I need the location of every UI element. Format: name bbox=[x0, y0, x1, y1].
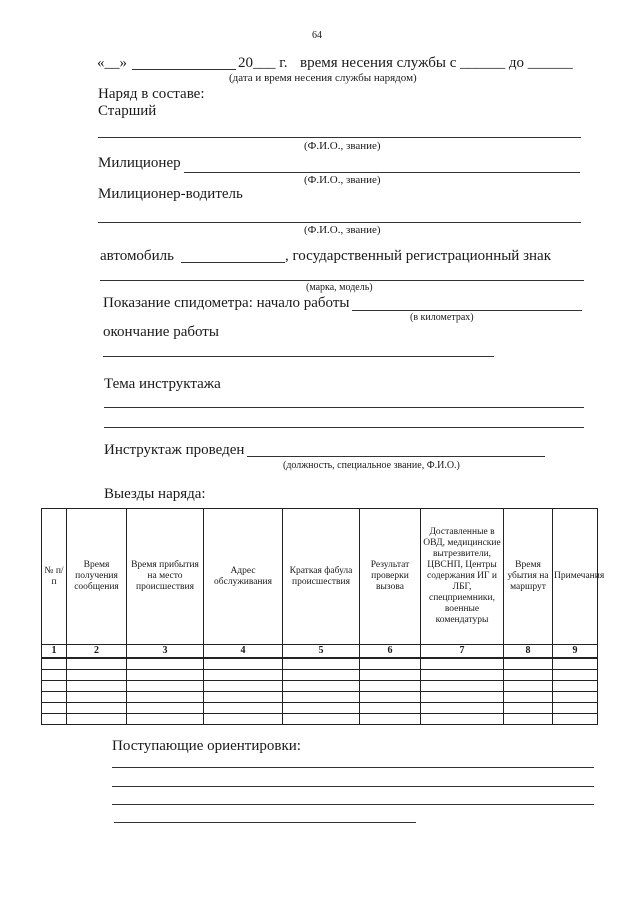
briefing-topic-label: Тема инструктажа bbox=[104, 376, 221, 392]
reg-sign-line bbox=[100, 280, 584, 281]
table-row bbox=[42, 680, 598, 691]
col-number: 1 bbox=[42, 645, 67, 658]
visits-header-row bbox=[42, 509, 598, 645]
date-month-line bbox=[132, 69, 236, 70]
col-header-number: № п/п bbox=[42, 509, 67, 645]
visits-number-row bbox=[42, 645, 598, 658]
table-row bbox=[42, 658, 598, 670]
table-row bbox=[42, 702, 598, 713]
briefing-held-line bbox=[247, 456, 545, 457]
col-header-arrival-time: Время прибытия на место происшествия bbox=[127, 509, 204, 645]
odometer-end-line bbox=[103, 356, 494, 357]
col-number: 3 bbox=[127, 645, 204, 658]
orientations-line-2 bbox=[112, 786, 594, 787]
vehicle-label: автомобиль bbox=[100, 248, 174, 264]
table-row bbox=[42, 713, 598, 724]
senior-caption: (Ф.И.О., звание) bbox=[304, 140, 381, 152]
col-header-received-time: Время получения сообщения bbox=[67, 509, 127, 645]
officer-label: Милиционер bbox=[98, 155, 181, 171]
table-row bbox=[42, 669, 598, 680]
briefing-topic-line-2 bbox=[104, 427, 584, 428]
col-number: 9 bbox=[553, 645, 598, 658]
col-number: 8 bbox=[504, 645, 553, 658]
visits-title: Выезды наряда: bbox=[104, 486, 206, 502]
briefing-held-label: Инструктаж проведен bbox=[104, 442, 245, 458]
table-row bbox=[42, 691, 598, 702]
visits-table bbox=[41, 508, 605, 725]
date-day: «__» bbox=[97, 55, 127, 71]
orientations-line-1 bbox=[112, 767, 594, 768]
crew-title: Наряд в составе: bbox=[98, 86, 205, 102]
col-header-summary: Краткая фабула происшествия bbox=[283, 509, 360, 645]
odometer-caption: (в километрах) bbox=[410, 312, 474, 323]
reg-sign-label: , государственный регистрационный знак bbox=[285, 248, 551, 264]
odometer-end-label: окончание работы bbox=[103, 324, 219, 340]
senior-label: Старший bbox=[98, 103, 157, 119]
senior-line bbox=[98, 137, 581, 138]
officer-caption: (Ф.И.О., звание) bbox=[304, 174, 381, 186]
col-number: 7 bbox=[421, 645, 504, 658]
odometer-start-line bbox=[352, 310, 582, 311]
officer-line bbox=[184, 172, 580, 173]
orientations-line-4 bbox=[114, 822, 416, 823]
vehicle-model-line bbox=[181, 262, 285, 263]
date-year: 20___ г. bbox=[238, 55, 288, 71]
orientations-title: Поступающие ориентировки: bbox=[112, 738, 301, 754]
col-header-delivered: Доставленные в ОВД, медицинские вытрезвители, ЦВСНП, Центры содержания ИГ и ЛБГ, спецприемники, военные комендатуры bbox=[421, 509, 504, 645]
date-caption: (дата и время несения службы нарядом) bbox=[229, 72, 417, 84]
col-number: 4 bbox=[204, 645, 283, 658]
vehicle-caption: (марка, модель) bbox=[306, 282, 373, 293]
driver-line bbox=[98, 222, 581, 223]
driver-caption: (Ф.И.О., звание) bbox=[304, 224, 381, 236]
col-header-departure-time: Время убытия на маршрут bbox=[504, 509, 553, 645]
orientations-line-3 bbox=[112, 804, 594, 805]
col-header-notes: Примечания bbox=[553, 509, 598, 645]
briefing-held-caption: (должность, специальное звание, Ф.И.О.) bbox=[283, 460, 460, 471]
col-number: 5 bbox=[283, 645, 360, 658]
col-header-address: Адрес обслуживания bbox=[204, 509, 283, 645]
service-time: время несения службы с ______ до ______ bbox=[300, 55, 573, 71]
briefing-topic-line-1 bbox=[104, 407, 584, 408]
driver-label: Милиционер-водитель bbox=[98, 186, 243, 202]
col-number: 6 bbox=[360, 645, 421, 658]
col-number: 2 bbox=[67, 645, 127, 658]
page-number: 64 bbox=[312, 30, 322, 41]
col-header-result: Результат проверки вызова bbox=[360, 509, 421, 645]
odometer-label: Показание спидометра: начало работы bbox=[103, 295, 350, 311]
